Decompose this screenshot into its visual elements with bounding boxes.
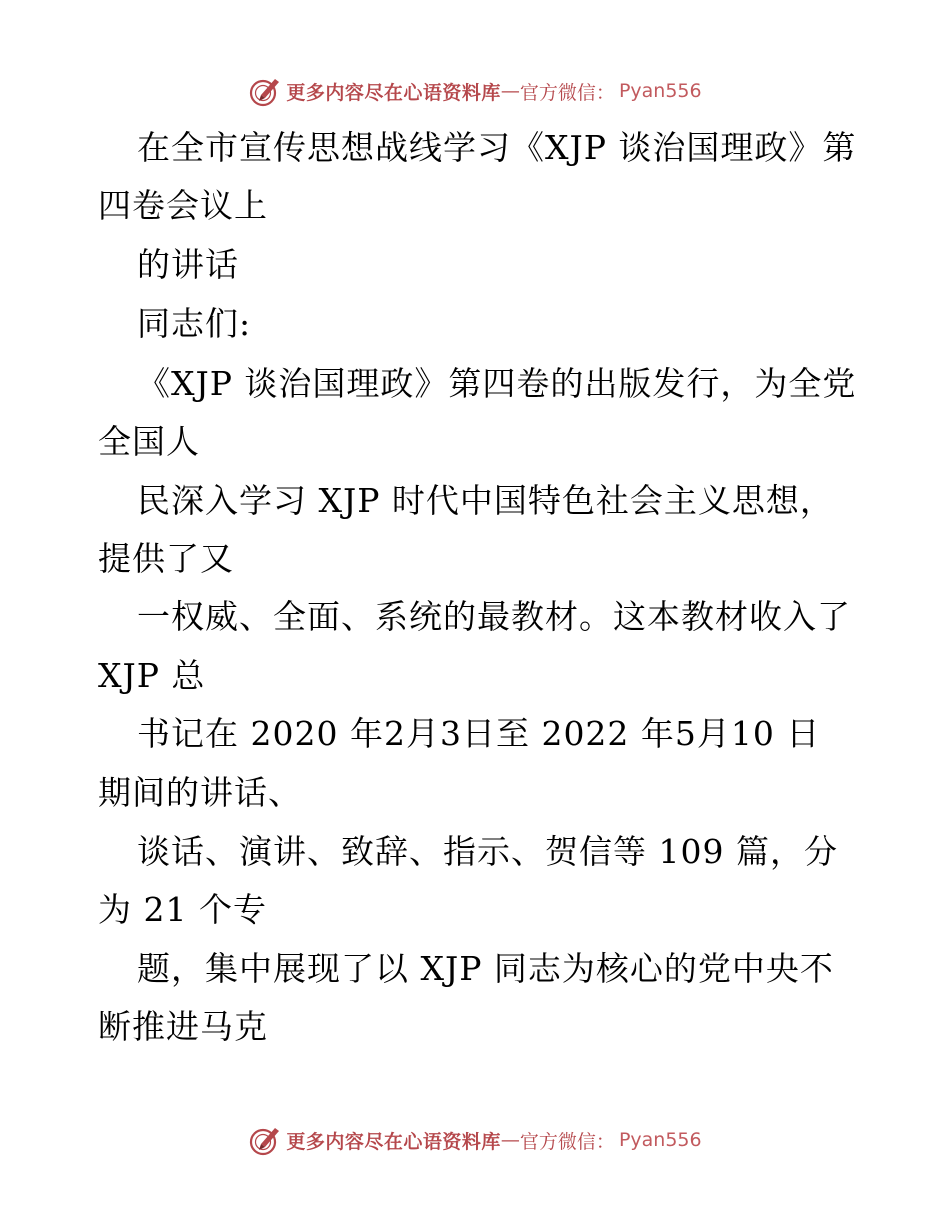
watermark-handle: Pyan556 xyxy=(618,1129,702,1151)
pen-nib-icon xyxy=(248,74,282,108)
paragraph-line: 民深入学习 XJP 时代中国特色社会主义思想， xyxy=(137,481,834,520)
watermark-text: 更多内容尽在心语资料库 xyxy=(286,81,501,104)
title-line-3: 的讲话 xyxy=(137,245,239,284)
paragraph-line: 一权威、全面、系统的最教材。这本教材收入了 xyxy=(137,597,851,636)
paragraph-line: 题，集中展现了以 XJP 同志为核心的党中央不 xyxy=(137,949,834,988)
title-line-1: 在全市宣传思想战线学习《XJP 谈治国理政》第 xyxy=(137,128,857,167)
title-line-2: 四卷会议上 xyxy=(98,186,268,225)
footer-watermark xyxy=(0,1120,950,1160)
salutation: 同志们: xyxy=(137,304,252,343)
paragraph-line: 谈话、演讲、致辞、指示、贺信等 109 篇，分 xyxy=(137,832,838,871)
watermark-label: 官方微信： xyxy=(519,1130,615,1153)
paragraph-line: 全国人 xyxy=(98,422,200,461)
paragraph-line: 为 21 个专 xyxy=(98,890,267,929)
pen-nib-icon xyxy=(248,1123,282,1157)
paragraph-line: XJP 总 xyxy=(98,656,206,695)
paragraph-line: 断推进马克 xyxy=(98,1007,268,1046)
watermark-text: 更多内容尽在心语资料库 xyxy=(286,1130,501,1153)
paragraph-line: 提供了又 xyxy=(98,539,234,578)
watermark-label: 官方微信： xyxy=(519,81,615,104)
header-watermark xyxy=(0,71,950,111)
watermark-handle: Pyan556 xyxy=(618,80,702,102)
watermark-separator: — xyxy=(500,80,520,102)
paragraph-line: 书记在 2020 年2月3日至 2022 年5月10 日 xyxy=(137,714,821,753)
watermark-separator: — xyxy=(500,1129,520,1151)
paragraph-line: 《XJP 谈治国理政》第四卷的出版发行，为全党 xyxy=(137,364,857,403)
paragraph-line: 期间的讲话、 xyxy=(98,773,302,812)
